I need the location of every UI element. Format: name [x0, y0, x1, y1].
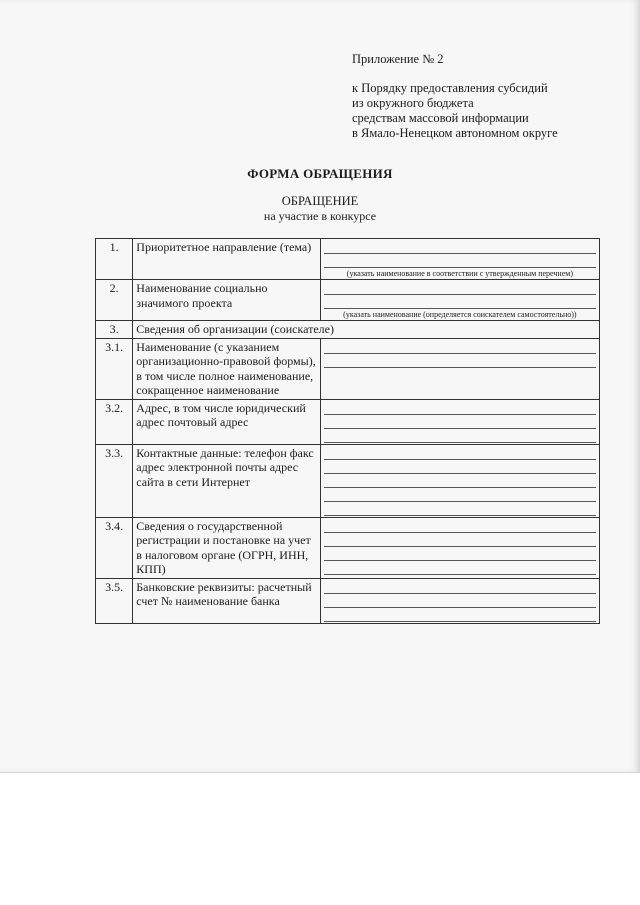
appendix-header [352, 52, 558, 141]
fill-line[interactable] [324, 561, 596, 575]
fill-line[interactable] [324, 401, 596, 415]
fill-line[interactable] [324, 446, 596, 460]
appendix-line: к Порядку предоставления субсидий [352, 81, 548, 95]
row-number: 1. [96, 239, 133, 280]
row-label: Контактные данные: телефон факс адрес электронной почты адрес сайта в сети Интернет [133, 444, 320, 517]
fill-line[interactable] [324, 502, 596, 516]
row-number: 3.4. [96, 517, 133, 578]
table-row [96, 280, 600, 321]
fill-line[interactable] [324, 354, 596, 368]
table-row [96, 239, 600, 280]
fill-cell [320, 338, 599, 399]
row-label: Приоритетное направление (тема) [133, 239, 320, 280]
appendix-line: средствам массовой информации [352, 111, 529, 125]
fill-line[interactable] [324, 608, 596, 622]
fill-line[interactable] [324, 474, 596, 488]
fill-line[interactable] [324, 254, 596, 268]
fill-line[interactable] [324, 594, 596, 608]
table-row [96, 578, 600, 623]
table-row [96, 399, 600, 444]
row-number: 3.5. [96, 578, 133, 623]
section-heading: Сведения об организации (соискателе) [133, 321, 600, 339]
row-label: Банковские реквизиты: расчетный счет № наименование банка [133, 578, 320, 623]
table-row [96, 338, 600, 399]
fill-cell [320, 444, 599, 517]
fill-cell [320, 399, 599, 444]
fill-line[interactable] [324, 460, 596, 474]
fill-line[interactable] [324, 429, 596, 443]
table-row [96, 444, 600, 517]
row-number: 3. [96, 321, 133, 339]
fill-line[interactable] [324, 580, 596, 594]
fill-line[interactable] [324, 547, 596, 561]
fill-line[interactable] [324, 519, 596, 533]
fill-line[interactable] [324, 415, 596, 429]
document-title: ОБРАЩЕНИЕ [281, 194, 359, 208]
fill-line[interactable] [324, 488, 596, 502]
row-label: Наименование (с указанием организационно-правовой формы), в том числе полное наименование, сокращенное наименование [133, 338, 320, 399]
row-label: Адрес, в том числе юридический адрес почтовый адрес [133, 399, 320, 444]
fill-line[interactable] [324, 281, 596, 295]
row-number: 3.1. [96, 338, 133, 399]
fill-cell [320, 578, 599, 623]
row-number: 3.2. [96, 399, 133, 444]
fill-line[interactable] [324, 340, 596, 354]
row-number: 3.3. [96, 444, 133, 517]
document-subtitle: на участие в конкурсе [263, 209, 377, 223]
row-label: Наименование социально значимого проекта [133, 280, 320, 321]
fill-cell [320, 280, 599, 321]
table-row [96, 517, 600, 578]
table-row [96, 321, 600, 339]
application-form-table [95, 238, 600, 624]
fill-cell [320, 239, 599, 280]
fill-line[interactable] [324, 295, 596, 309]
row-number: 2. [96, 280, 133, 321]
row-label: Сведения о государственной регистрации и постановке на учет в налоговом органе (ОГРН, ИНН, КПП) [133, 517, 320, 578]
appendix-line: в Ямало-Ненецком автономном округе [352, 126, 558, 140]
fill-line[interactable] [324, 533, 596, 547]
fill-cell [320, 517, 599, 578]
fill-line[interactable] [324, 240, 596, 254]
form-title: ФОРМА ОБРАЩЕНИЯ [247, 166, 393, 181]
appendix-number: Приложение № 2 [352, 52, 444, 66]
appendix-line: из окружного бюджета [352, 96, 474, 110]
field-hint: (указать наименование в соответствии с утвержденным перечнем) [346, 269, 573, 278]
field-hint: (указать наименование (определяется соискателем самостоятельно)) [343, 310, 577, 319]
